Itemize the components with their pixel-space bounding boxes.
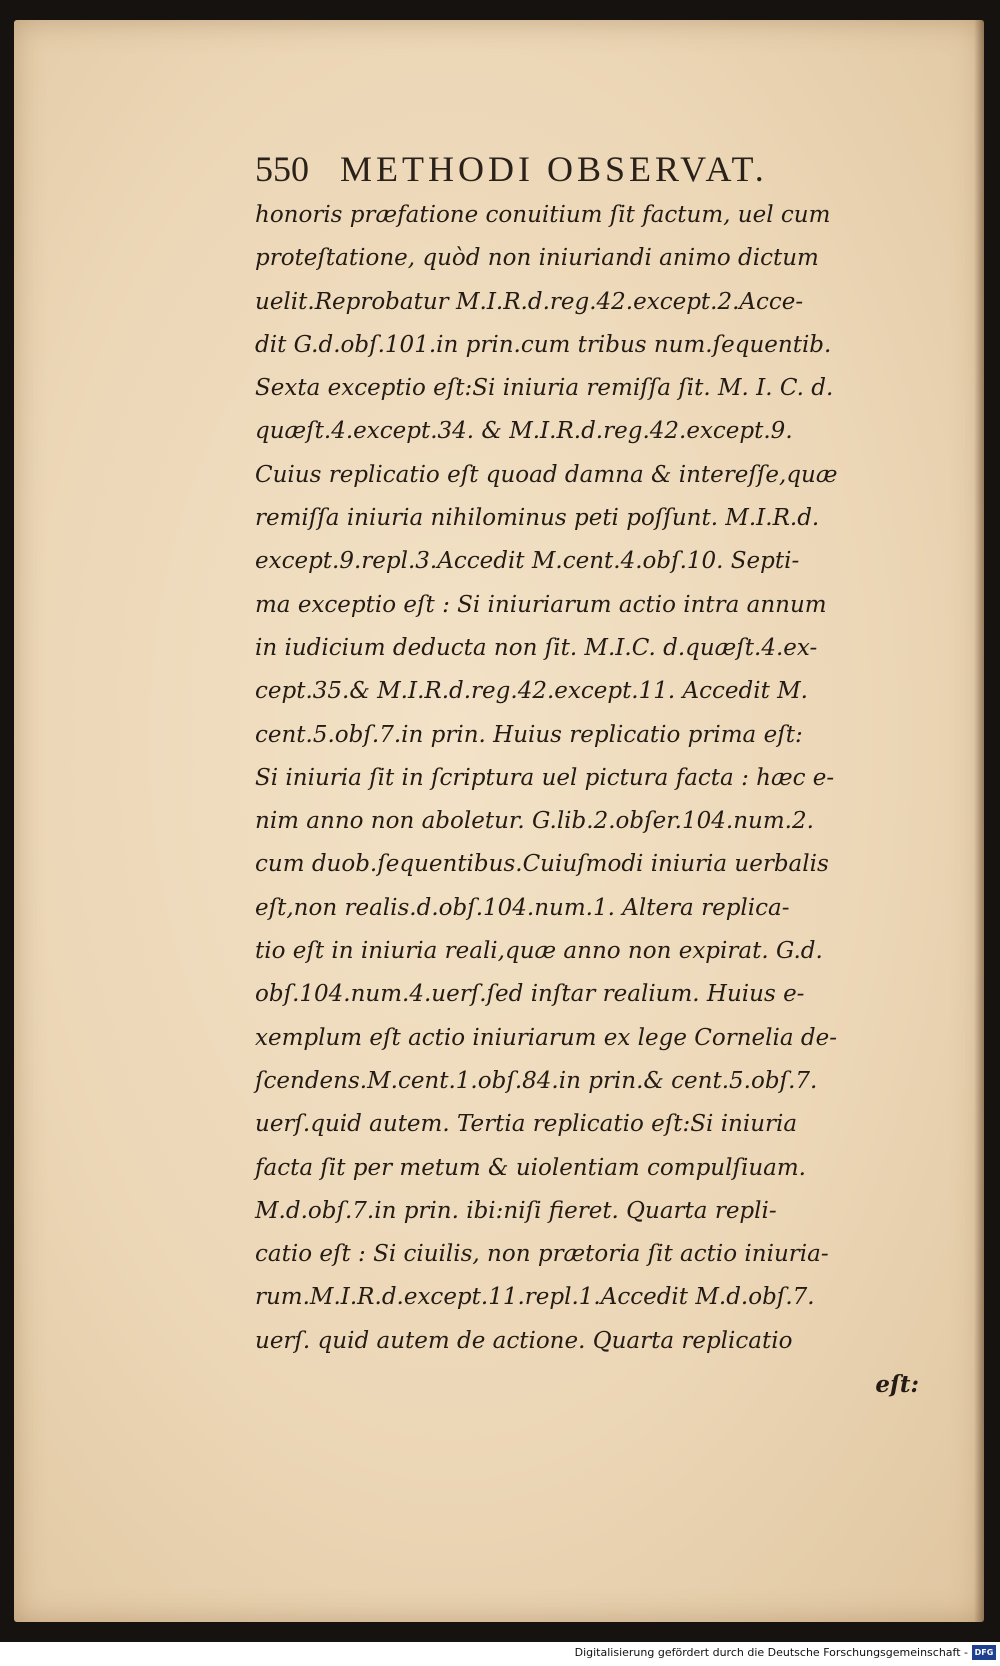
running-title: METHODI OBSERVAT. [340,149,768,189]
text-line: Sexta exceptio eſt:Si iniuria remiſſa ſit. M. I. C. d. [255,375,834,402]
text-line: cent.5.obſ.7.in prin. Huius replicatio prima eſt: [255,721,803,748]
text-line: uerſ.quid autem. Tertia replicatio eſt:Si iniuria [255,1111,798,1138]
text-line: remiſſa iniuria nihilominus peti poſſunt. M.I.R.d. [255,505,820,532]
text-line: Cuius replicatio eſt quoad damna & intereſſe,quæ [255,461,838,488]
footer-bar [0,1642,1000,1666]
text-line: cum duob.ſequentibus.Cuiuſmodi iniuria uerbalis [255,851,829,878]
page-edge-shadow [974,20,984,1622]
running-header [255,148,768,190]
page-number: 550 [255,149,309,189]
text-line: cept.35.& M.I.R.d.reg.42.except.11. Accedit M. [255,678,808,705]
text-line: uerſ. quid autem de actione. Quarta replicatio [255,1327,793,1354]
text-line: in iudicium deducta non ſit. M.I.C. d.quæſt.4.ex- [255,634,818,661]
catchword: eſt: [875,1371,919,1399]
text-line: ſcendens.M.cent.1.obſ.84.in prin.& cent.5.obſ.7. [255,1067,818,1094]
text-line: proteſtatione, quòd non iniuriandi animo dictum [255,245,819,272]
text-line: ma exceptio eſt : Si iniuriarum actio intra annum [255,591,827,618]
text-line: quæſt.4.except.34. & M.I.R.d.reg.42.except.9. [255,418,793,445]
body-text [255,194,945,1406]
text-line: catio eſt : Si ciuilis, non prætoria ſit actio iniuria- [255,1241,829,1268]
text-line: except.9.repl.3.Accedit M.cent.4.obſ.10. Septi- [255,548,800,575]
text-line: xemplum eſt actio iniuriarum ex lege Cornelia de- [255,1024,837,1051]
text-line: nim anno non aboletur. G.lib.2.obſer.104.num.2. [255,808,814,835]
text-line: uelit.Reprobatur M.I.R.d.reg.42.except.2.Acce- [255,288,804,315]
footer-credit: Digitalisierung gefördert durch die Deutsche Forschungsgemeinschaft - [574,1646,968,1659]
text-line: eſt,non realis.d.obſ.104.num.1. Altera replica- [255,894,790,921]
text-line: rum.M.I.R.d.except.11.repl.1.Accedit M.d.obſ.7. [255,1284,815,1311]
text-line: M.d.obſ.7.in prin. ibi:niſi fieret. Quarta repli- [255,1197,777,1224]
text-line: dit G.d.obſ.101.in prin.cum tribus num.ſequentib. [255,331,832,358]
dfg-logo: DFG [972,1645,996,1660]
text-line: Si iniuria ſit in ſcriptura uel pictura facta : hæc e- [255,764,835,791]
text-line: facta ſit per metum & uiolentiam compulſiuam. [255,1154,806,1181]
text-line: tio eſt in iniuria reali,quæ anno non expirat. G.d. [255,938,823,965]
text-line: obſ.104.num.4.uerſ.ſed inſtar realium. Huius e- [255,981,805,1008]
text-line: honoris præfatione conuitium ſit factum, uel cum [255,202,831,228]
